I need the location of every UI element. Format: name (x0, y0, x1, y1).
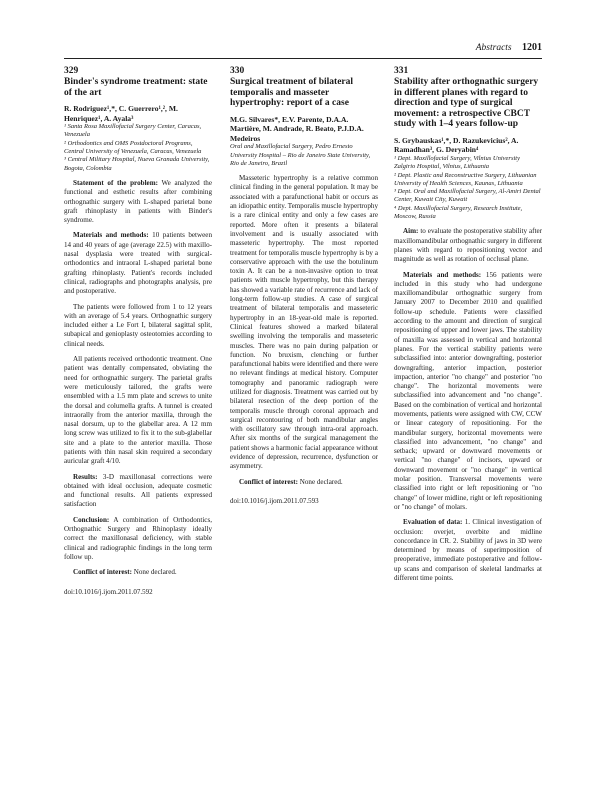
affiliation: ⁴ Dept. Maxillofacial Surgery, Research Institute, Moscow, Russia (394, 204, 523, 221)
section-label: Evaluation of data: (403, 518, 463, 527)
abstract-paragraph (64, 355, 212, 467)
affiliation: Oral and Maxillofacial Surgery, Pedro Ernesto University Hospital – Rio de Janeiro State University, Rio de Janeiro, Brazil (230, 143, 371, 167)
section-label: Results: (73, 472, 98, 481)
abstract-paragraph (394, 271, 542, 513)
section-label: Conclusion: (73, 515, 110, 524)
doi-reference: doi:10.1016/j.ijom.2011.07.593 (230, 496, 319, 505)
journal-section-title: Abstracts (475, 43, 512, 53)
abstract-paragraph (230, 174, 378, 472)
paragraph-text: We analyzed the functional and esthetic results after combining orthognathic surgery with L-shaped parietal bone graft rhinoplasty in patients with Binder's syndrome. (64, 178, 213, 225)
abstract-body (394, 227, 542, 583)
header-rule (64, 58, 542, 59)
page-number: 1201 (522, 42, 542, 53)
author-list: R. Rodriguez¹,*, C. Guerrero¹,², M. Henriquez¹, A. Ayala³ (64, 104, 178, 123)
affiliation: ³ Dept. Oral and Maxillofacial Surgery, Al-Amiri Dental Center, Kuwait City, Kuwait (394, 188, 541, 204)
author-list: M.G. Silvares*, E.V. Parente, D.A.A. Martière, M. Andrade, R. Beato, P.J.D.A. Medeiros (230, 114, 364, 143)
abstract-paragraph (64, 568, 212, 577)
abstract-column-330 (230, 66, 378, 506)
paragraph-text: A combination of Orthodontics, Orthognathic Surgery and Rhinoplasty ideally correct the maxillonasal deficiency, with stable clinical and radiographic findings in the long term follow up. (64, 515, 212, 561)
affiliation: ² Dept. Plastic and Reconstructive Surgery, Lithuanian University of Health Sciences, Kaunas, Lithuania (394, 171, 537, 187)
section-label: Materials and methods: (73, 231, 149, 240)
abstract-paragraph (64, 303, 212, 349)
doi-reference: doi:10.1016/j.ijom.2011.07.592 (64, 587, 153, 596)
abstract-paragraph (64, 231, 212, 296)
abstract-title: Binder's syndrome treatment: state of the art (64, 77, 208, 98)
abstract-body (230, 174, 378, 487)
paragraph-text: 1. Clinical investigation of occlusion: overjet, overbite and midline concordance in CR. 2. Stability of jaws in 3D were determined by means of superimposition of preoperative, immediate postoperative and follow-up scans and comparison of skeletal landmarks at different time points. (394, 518, 542, 583)
page-header (476, 42, 542, 53)
abstract-number: 331 (394, 66, 409, 76)
paragraph-text: None declared. (131, 568, 177, 577)
abstract-paragraph (64, 516, 212, 562)
abstract-number: 329 (64, 66, 79, 76)
abstract-paragraph (394, 227, 542, 264)
abstract-number: 330 (230, 66, 245, 76)
abstract-paragraph (64, 473, 212, 510)
section-label: Aim: (403, 227, 419, 236)
section-label: Statement of the problem: (73, 178, 158, 187)
section-label: Conflict of interest: (239, 477, 298, 486)
affiliation: ¹ Dept. Maxillofacial Surgery, Vilnius University Zalgirio Hospital, Vilnius, Lithuania (394, 154, 520, 171)
author-list: S. Grybauskas¹,*, D. Razukevicius², A. Ramadhan³, G. Deryabin⁴ (394, 135, 519, 155)
paragraph-text: 10 patients between 14 and 40 years of age (average 22.5) with maxillo-nasal dysplasia were treated with surgical-orthodontics and intraoral L-shaped parietal bone grafting rhinoplasty. Patient's records included clinical, radiographs and photographs analysis, pre and postoperative. (64, 231, 212, 296)
abstract-column-329 (64, 66, 212, 597)
affiliation: ³ Central Military Hospital, Nueva Granada University, Bogota, Colombia (64, 156, 210, 172)
abstract-column-331 (394, 66, 542, 589)
paragraph-text: 156 patients were included in this study who had undergone maxillomandibular orthognathic surgery from January 2007 to December 2010 and qualified follow-up schedule. Patients were classified according to the amount and direction of surgical repositioning of upper and lower jaws. The stability of maxilla was assessed in vertical and horizontal planes. For the vertical stability patients were subclassified into: anterior downgrafting, posterior downgrafting, anterior impaction, posterior impaction, anterior "no change" and posterior "no change". The horizontal movements were subclassified into advancement and "no change". Based on the combination of vertical and horizontal movements, patients were assigned with CW, CCW or linear category of repositioning. For the mandibular surgery, horizontal movements were classified into advancement, "no change" and setback; upward or downward movements or vertical "no change" of incisors, upward or downward movement or "no change" in vertical molar position. Transversal movements were classified into right or left repositioning or "no change" of lower midline, right or left repositioning or "no change" of molars. (394, 270, 542, 511)
abstract-paragraph (394, 518, 542, 583)
abstract-title: Surgical treatment of bilateral temporalis and masseter hypertrophy: report of a case (230, 77, 354, 109)
paragraph-text: The patients were followed from 1 to 12 years with an average of 5.4 years. Orthognathic surgery included either a Le Fort I, bilateral sagittal split, subapical and genioplasty osteotomies according to clinical needs. (64, 302, 212, 348)
abstract-title: Stability after orthognathic surgery in different planes with regard to direction and type of surgical movement: a retrospective CBCT study with 1–4 years follow-up (394, 77, 539, 130)
section-label: Conflict of interest: (73, 568, 132, 577)
affiliation: ² Orthodontics and OMS Postdoctoral Programs, Central University of Venezuela, Caracas, Venezuela (64, 139, 202, 156)
paragraph-text: 3-D maxillonasal corrections were obtained with ideal occlusion, adequate cosmetic and functional results. All patients expressed satisfaction (64, 472, 212, 509)
section-label: Materials and methods: (403, 270, 482, 279)
abstract-paragraph (64, 179, 212, 225)
paragraph-text: Masseteric hypertrophy is a relative common clinical finding in the general population. It may be associated with a parafunctional habit or occurs as an idiopathic entity. Temporalis muscle hypertrophy is a rare clinical entity and only a few cases are reported. More often it presents a bilateral involvement and is usually associated with masseteric hypertrophy. The most reported treatment for temporalis muscle hypertrophy is by a conservative approach with the use the botulinum toxin A. It can be a non-invasive option to treat patients with muscle hypertrophy, but this therapy has showed a variable rate of recurrence and lack of long-term follow-up studies. A case of surgical treatment of bilateral temporalis and masseteric hypertrophy in an 18-year-old male is reported. Clinical features showed a marked bilateral swelling involving the temporalis and masseteric muscles. There was no pain during palpation or function. No bruxism, clenching or further parafunctional habits were identified and there were no relevant findings at medical history. Computer tomography and panoramic radiograph were utilized for diagnosis. Treatment was carried out by bilateral resection of the deep portion of the temporalis muscle through coronal approach and surgical recontouring of both mandibular angles with oscillatory saw through intra-oral approach. After six months of the surgical management the patient shows a harmonic facial appearance without evidence of depression, recurrence, dysfunction or asymmetry. (230, 174, 378, 471)
abstract-body (64, 179, 212, 578)
abstract-paragraph (230, 478, 378, 487)
paragraph-text: to evaluate the postoperative stability after maxillomandibular orthognathic surgery in different planes with regard to repositioning vector and magnitude as well as rotation of occlusal plane. (394, 227, 542, 264)
paragraph-text: None declared. (297, 477, 343, 486)
affiliation: ¹ Santa Rosa Maxillofacial Surgery Center, Caracas, Venezuela (64, 123, 202, 139)
paragraph-text: All patients received orthodontic treatment. One patient was dentally compensated, obviating the need for orthognathic surgery. The parietal grafts were meticulously tailored, the grafts were ensembled with a 1.5 mm plate and screws to unite the dorsal and columella grafts. A tunnel is created intraorally from the anterior maxilla, through the nasal dorsum, up to the glabellar area. A 12 mm long screw was utilized to fix it to the sub-glabellar site and a plate to the anterior maxilla. Those patients with thin nasal skin required a secondary auricular graft 4/10. (64, 355, 212, 466)
